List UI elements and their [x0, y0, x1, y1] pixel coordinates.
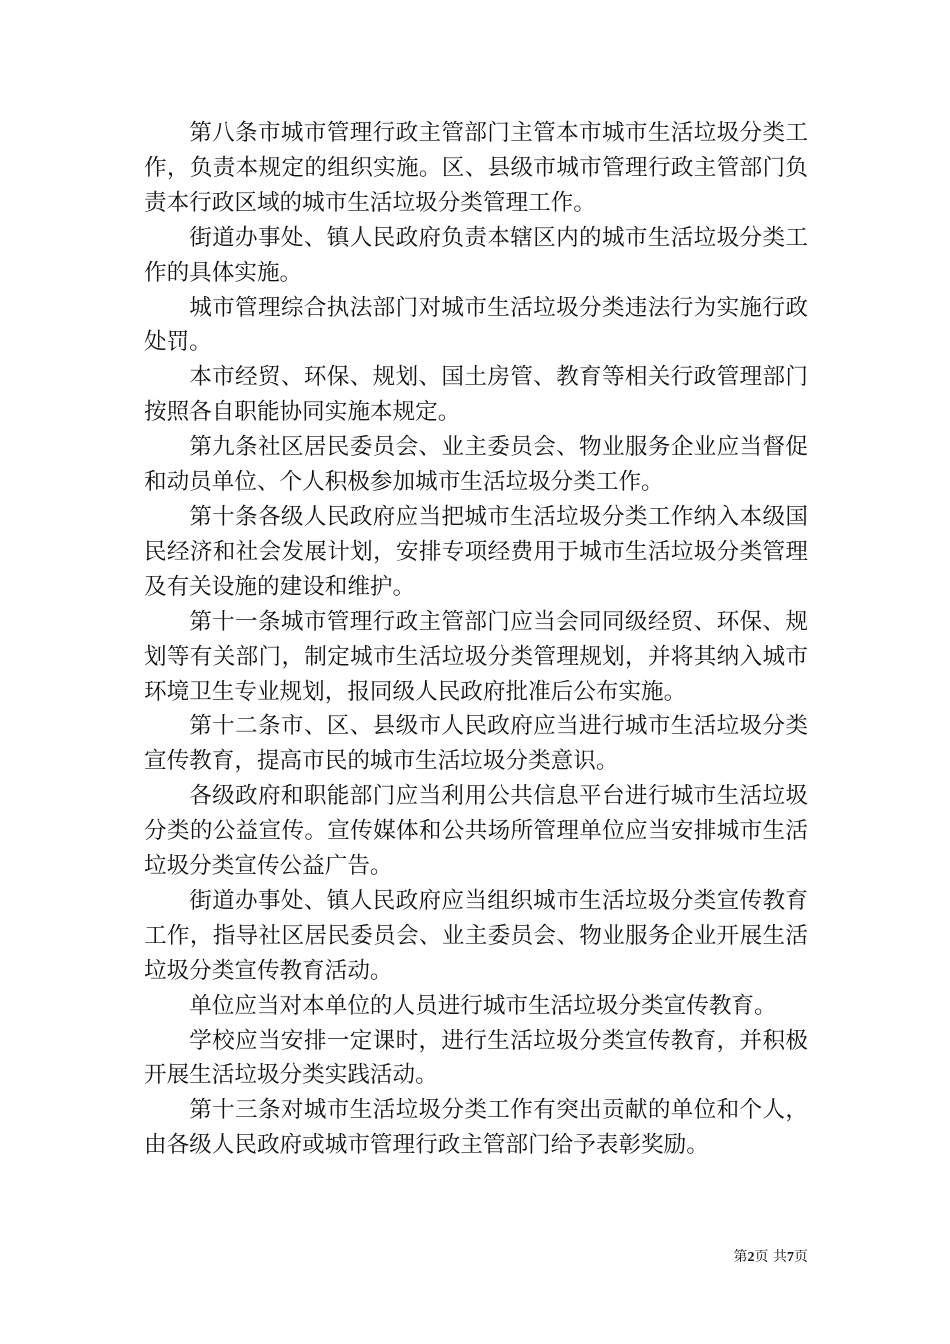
paragraph: 各级政府和职能部门应当利用公共信息平台进行城市生活垃圾分类的公益宣传。宣传媒体和公共场所管理单位应当安排城市生活垃圾分类宣传公益广告。: [144, 783, 808, 880]
paragraph: 学校应当安排一定课时，进行生活垃圾分类宣传教育，并积极开展生活垃圾分类实践活动。: [144, 1027, 808, 1089]
paragraph: 第十一条城市管理行政主管部门应当会同同级经贸、环保、规划等有关部门，制定城市生活垃圾分类管理规划，并将其纳入城市环境卫生专业规划，报同级人民政府批准后公布实施。: [144, 608, 808, 705]
total-pages-number: 7: [787, 1250, 794, 1265]
current-page-number: 2: [747, 1250, 755, 1265]
document-body: [144, 116, 808, 1163]
footer-prefix: 第: [733, 1249, 748, 1265]
paragraph: 单位应当对本单位的人员进行城市生活垃圾分类宣传教育。: [189, 992, 777, 1019]
page-footer: [734, 1248, 808, 1267]
footer-suffix: 页: [794, 1249, 808, 1265]
paragraph: 第九条社区居民委员会、业主委员会、物业服务企业应当督促和动员单位、个人积极参加城市生活垃圾分类工作。: [144, 434, 808, 496]
paragraph: 第十三条对城市生活垃圾分类工作有突出贡献的单位和个人，由各级人民政府或城市管理行政主管部门给予表彰奖励。: [144, 1097, 808, 1159]
paragraph: 街道办事处、镇人民政府负责本辖区内的城市生活垃圾分类工作的具体实施。: [144, 224, 808, 286]
paragraph: 第十二条市、区、县级市人民政府应当进行城市生活垃圾分类宣传教育，提高市民的城市生活垃圾分类意识。: [144, 713, 808, 775]
paragraph: 城市管理综合执法部门对城市生活垃圾分类违法行为实施行政处罚。: [144, 294, 808, 356]
paragraph: 街道办事处、镇人民政府应当组织城市生活垃圾分类宣传教育工作，指导社区居民委员会、业主委员会、物业服务企业开展生活垃圾分类宣传教育活动。: [144, 887, 808, 984]
footer-middle: 页 共: [754, 1249, 787, 1265]
paragraph: 第十条各级人民政府应当把城市生活垃圾分类工作纳入本级国民经济和社会发展计划，安排专项经费用于城市生活垃圾分类管理及有关设施的建设和维护。: [144, 503, 808, 600]
paragraph: 第八条市城市管理行政主管部门主管本市城市生活垃圾分类工作，负责本规定的组织实施。区、县级市城市管理行政主管部门负责本行政区域的城市生活垃圾分类管理工作。: [144, 120, 808, 216]
paragraph: 本市经贸、环保、规划、国土房管、教育等相关行政管理部门按照各自职能协同实施本规定。: [144, 364, 808, 426]
